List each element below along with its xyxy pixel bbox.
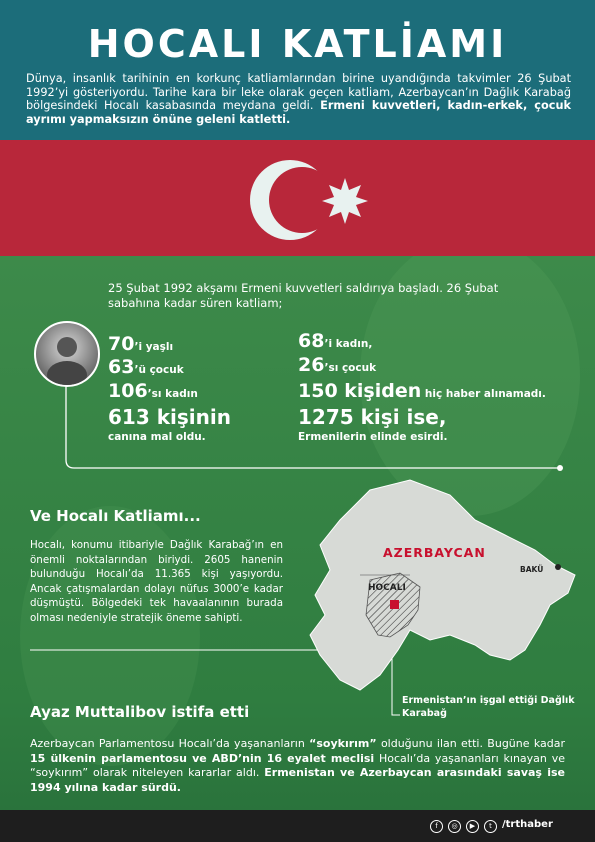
- section-heading-katliam: Ve Hocalı Katliamı...: [30, 507, 201, 525]
- stat-suffix: hiç haber alınamadı.: [421, 388, 546, 400]
- section-heading-istifa: Ayaz Muttalibov istifa etti: [30, 703, 250, 721]
- text-bold: 15 ülkenin parlamentosu ve ABD’nin 16 eyalet meclisi: [30, 751, 375, 765]
- text-part: Hocalı’da yaşananları kınayan ve “soykırım” olarak niteleyen kararlar aldı.: [30, 751, 565, 779]
- stat-elderly: [108, 333, 173, 355]
- text-part: Azerbaycan Parlamentosu Hocalı’da yaşananların: [30, 737, 310, 750]
- stat-women: [108, 380, 198, 402]
- stat-left-tail: canına mal oldu.: [108, 431, 206, 443]
- map-legend: Ermenistan’ın işgal ettiği Dağlık Karabağ: [402, 695, 575, 719]
- lead-text: 25 Şubat 1992 akşamı Ermeni kuvvetleri saldırıya başladı. 26 Şubat sabahına kadar süren katliam;: [108, 281, 499, 310]
- stat-suffix: ’ü çocuk: [134, 364, 184, 376]
- map-capital-label: BAKÜ: [520, 565, 544, 574]
- twitter-icon[interactable]: t: [484, 820, 497, 833]
- map-country: [310, 480, 575, 690]
- stat-suffix: ’i kadın,: [324, 338, 373, 350]
- instagram-icon[interactable]: ◎: [448, 820, 461, 833]
- stat-number: 1275 kişi ise,: [298, 405, 447, 429]
- text-part: olduğunu ilan etti. Bugüne kadar: [376, 737, 565, 750]
- stat-suffix: ’sı çocuk: [324, 362, 377, 374]
- stat-children: [108, 356, 184, 378]
- facebook-icon[interactable]: f: [430, 820, 443, 833]
- stat-captives: [298, 405, 446, 429]
- stat-total-dead: [108, 405, 231, 429]
- stat-number: 70: [108, 333, 135, 355]
- text-bold: “soykırım”: [309, 737, 377, 750]
- stat-missing-women: [298, 330, 372, 352]
- stat-number: 106: [108, 380, 148, 402]
- portrait-photo: [34, 321, 100, 387]
- stat-number: 613 kişinin: [108, 405, 231, 429]
- stat-number: 68: [298, 330, 325, 352]
- stat-suffix: ’sı kadın: [147, 388, 198, 400]
- stat-number: 150 kişiden: [298, 380, 422, 402]
- azerbaijan-map: [300, 475, 585, 720]
- section-text-katliam: Hocalı, konumu itibariyle Dağlık Karabağ’ın en önemli noktalarından biriydi. 2605 hanenin bulunduğu Hocalı’da 11.365 kişi yaşıyordu. Ancak çatışmalardan dolayı nüfus 3000’e kadar düşmüştü. Bölgedeki tek havaalanının burada olması nedeniyle stratejik öneme sahipti.: [30, 539, 283, 624]
- map-country-label: AZERBAYCAN: [383, 545, 486, 560]
- stat-missing-children: [298, 354, 376, 376]
- stat-suffix: ’i yaşlı: [134, 341, 174, 353]
- youtube-icon[interactable]: ▶: [466, 820, 479, 833]
- stat-right-tail: Ermenilerin elinde esirdi.: [298, 431, 448, 443]
- stat-missing-total: [298, 380, 546, 402]
- stat-number: 63: [108, 356, 135, 378]
- text-bold: Ermenistan ve Azerbaycan arasındaki savaş ise 1994 yılına kadar sürdü.: [30, 766, 565, 794]
- hocali-marker: [390, 600, 399, 609]
- page-title: HOCALI KATLİAMI: [87, 22, 508, 66]
- baku-marker: [555, 564, 561, 570]
- intro-text: Dünya, insanlık tarihinin en korkunç katliamlarından birine uyandığında takvimler 26 Şubat 1992’yi gösteriyordu. Tarihe kara bir leke olarak geçen katliam, Azerbaycan’ın Dağlık Karabağ bölgesindeki Hocalı kasabasında meydana geldi.: [26, 72, 571, 112]
- stat-number: 26: [298, 354, 325, 376]
- flag-emblem: [0, 140, 595, 256]
- section-text-istifa: [30, 737, 565, 795]
- footer-handle[interactable]: /trthaber: [502, 819, 553, 830]
- intro-bold: Ermeni kuvvetleri, kadın-erkek, çocuk ayrımı yapmaksızın önüne geleni katletti.: [26, 99, 571, 126]
- map-town-label: HOCALI: [368, 583, 406, 593]
- intro-paragraph: [26, 72, 571, 126]
